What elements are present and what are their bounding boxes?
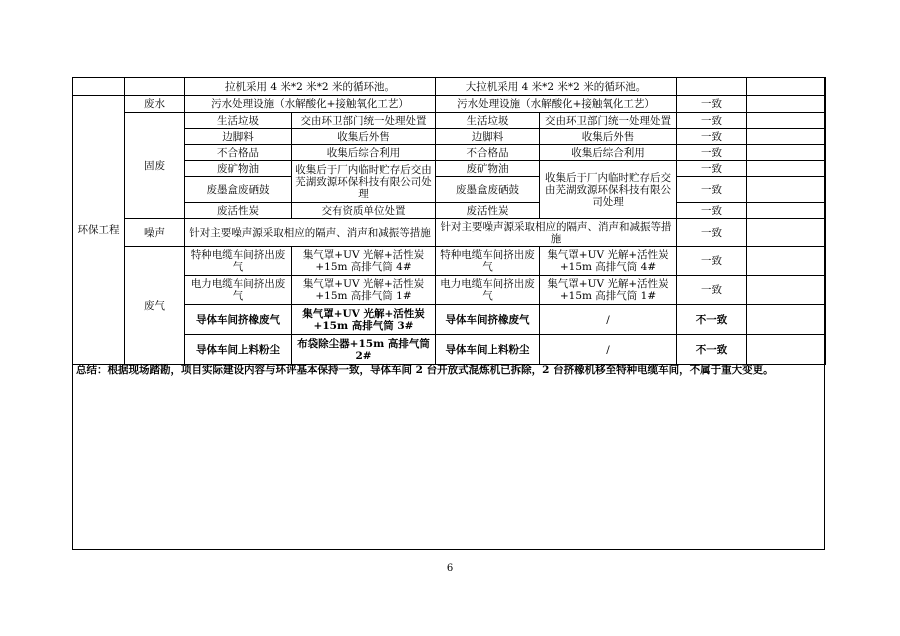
cell: 交有资质单位处置 [292, 203, 436, 219]
status-cell: 一致 [677, 145, 747, 161]
cell: 不合格品 [436, 145, 540, 161]
cell: 不合格品 [185, 145, 292, 161]
cell: 收集后综合利用 [292, 145, 436, 161]
cell: 生活垃圾 [436, 113, 540, 129]
comparison-table [72, 77, 826, 365]
cell: 废活性炭 [436, 203, 540, 219]
cell: 废矿物油 [185, 161, 292, 177]
table-row [73, 78, 826, 96]
status-cell: 不一致 [677, 305, 747, 335]
table-row [73, 113, 826, 129]
table-row [73, 276, 826, 305]
cell: 集气罩+UV 光解+活性炭+15m 高排气筒 1# [292, 276, 436, 305]
cell: 废墨盒废硒鼓 [185, 177, 292, 203]
table-row [73, 129, 826, 145]
cell: 废矿物油 [436, 161, 540, 177]
status-cell: 一致 [677, 129, 747, 145]
category-label: 噪声 [125, 219, 185, 247]
cell: 针对主要噪声源采取相应的隔声、消声和减振等措施 [185, 219, 436, 247]
cell: 收集后综合利用 [540, 145, 677, 161]
status-cell: 一致 [677, 113, 747, 129]
status-cell: 不一致 [677, 335, 747, 365]
cell: 集气罩+UV 光解+活性炭+15m 高排气筒 4# [292, 247, 436, 276]
cell: 特种电缆车间挤出废气 [185, 247, 292, 276]
section-label: 环保工程 [73, 96, 125, 365]
cell: 生活垃圾 [185, 113, 292, 129]
cell: 电力电缆车间挤出废气 [436, 276, 540, 305]
cell: 交由环卫部门统一处理处置 [292, 113, 436, 129]
cell: 交由环卫部门统一处理处置 [540, 113, 677, 129]
page-number: 6 [446, 563, 454, 574]
cell: 电力电缆车间挤出废气 [185, 276, 292, 305]
cell: 收集后外售 [540, 129, 677, 145]
category-label: 废气 [125, 247, 185, 365]
cell: 集气罩+UV 光解+活性炭+15m 高排气筒 1# [540, 276, 677, 305]
cell: / [540, 335, 677, 365]
cell: 拉机采用 4 米*2 米*2 米的循环池。 [185, 78, 436, 96]
table-row [73, 219, 826, 247]
cell: 特种电缆车间挤出废气 [436, 247, 540, 276]
cell: 边脚料 [436, 129, 540, 145]
status-cell: 一致 [677, 177, 747, 203]
table-row [73, 247, 826, 276]
cell: 污水处理设施（水解酸化+接触氧化工艺） [436, 96, 677, 113]
summary-text: 总结：根据现场踏勘，项目实际建设内容与环评基本保持一致，导体车间 2 台开放式混炼机已拆除，2 台挤橡机移至特种电缆车间，不属于重大变更。 [76, 364, 774, 376]
cell: 导体车间上料粉尘 [436, 335, 540, 365]
cell: 集气罩+UV 光解+活性炭+15m 高排气筒 3# [292, 305, 436, 335]
table-row [73, 145, 826, 161]
table-row [73, 203, 826, 219]
cell: 导体车间挤橡废气 [185, 305, 292, 335]
cell: 收集后于厂内临时贮存后交由芜湖致源环保科技有限公司处理 [540, 161, 677, 219]
table-row [73, 96, 826, 113]
table-row [73, 161, 826, 177]
cell: 污水处理设施（水解酸化+接触氧化工艺） [185, 96, 436, 113]
cell: 导体车间挤橡废气 [436, 305, 540, 335]
cell: 收集后外售 [292, 129, 436, 145]
category-label: 固废 [125, 113, 185, 219]
table-row [73, 177, 826, 203]
cell: 导体车间上料粉尘 [185, 335, 292, 365]
status-cell: 一致 [677, 96, 747, 113]
status-cell: 一致 [677, 203, 747, 219]
status-cell: 一致 [677, 247, 747, 276]
table-row [73, 305, 826, 335]
cell: 废墨盒废硒鼓 [436, 177, 540, 203]
cell: 布袋除尘器+15m 高排气筒 2# [292, 335, 436, 365]
table-row [73, 335, 826, 365]
status-cell: 一致 [677, 219, 747, 247]
cell: 边脚料 [185, 129, 292, 145]
cell: 收集后于厂内临时贮存后交由芜湖致源环保科技有限公司处理 [292, 161, 436, 203]
category-label: 废水 [125, 96, 185, 113]
cell: 集气罩+UV 光解+活性炭+15m 高排气筒 4# [540, 247, 677, 276]
status-cell: 一致 [677, 161, 747, 177]
cell: 针对主要噪声源采取相应的隔声、消声和减振等措施 [436, 219, 677, 247]
cell: / [540, 305, 677, 335]
cell: 大拉机采用 4 米*2 米*2 米的循环池。 [436, 78, 677, 96]
cell: 废活性炭 [185, 203, 292, 219]
status-cell: 一致 [677, 276, 747, 305]
